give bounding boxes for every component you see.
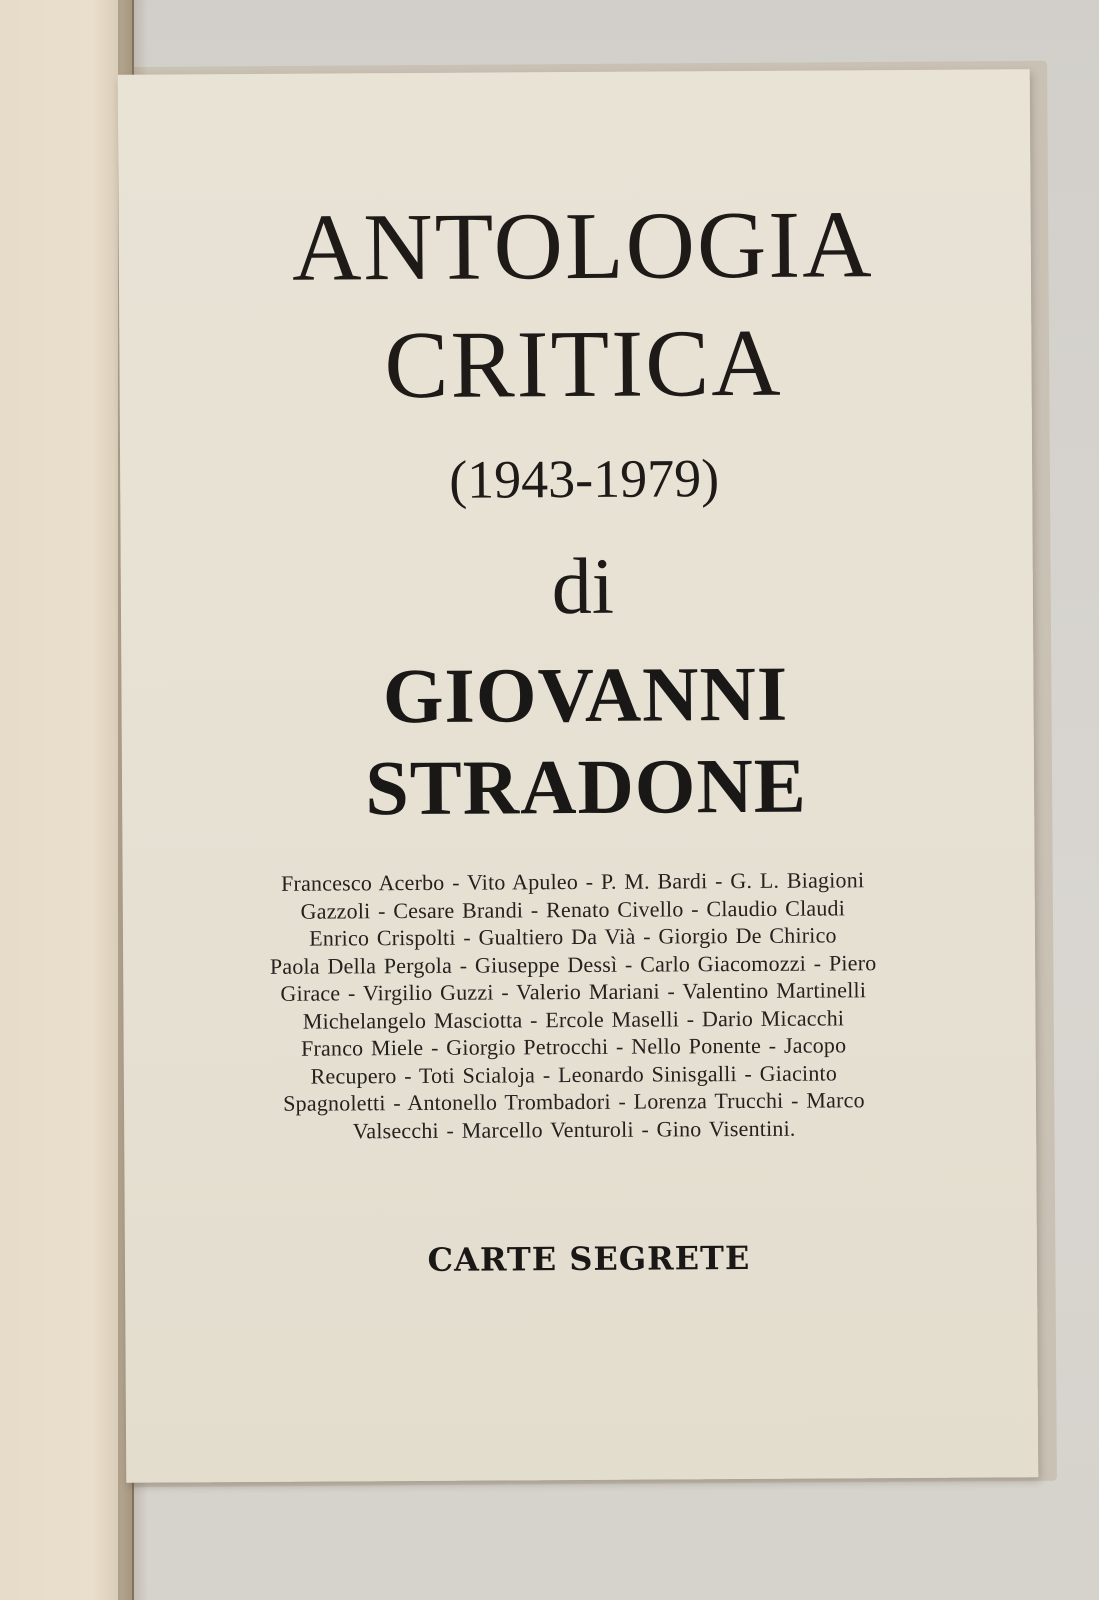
contributors-line: Enrico Crispolti - Gualtiero Da Vià - Giorgio De Chirico — [309, 922, 837, 951]
title-line-1: ANTOLOGIA — [291, 190, 874, 301]
contributors-line: Valsecchi - Marcello Venturoli - Gino Visentini. — [352, 1115, 796, 1143]
title-years: (1943-1979) — [449, 448, 720, 510]
contributors-line: Francesco Acerbo - Vito Apuleo - P. M. Bardi - G. L. Biagioni — [280, 867, 865, 896]
contributors-line: Girace - Virgilio Guzzi - Valerio Mariani - Valentino Martinelli — [280, 977, 867, 1006]
contributors-line: Franco Miele - Giorgio Petrocchi - Nello Ponente - Jacopo — [300, 1032, 847, 1061]
contributors-line: Gazzoli - Cesare Brandi - Renato Civello - Claudio Claudi — [300, 894, 846, 924]
contributors-line: Recupero - Toti Scialoja - Leonardo Sinisgalli - Giacinto — [310, 1059, 838, 1089]
publisher-name: CARTE SEGRETE — [427, 1238, 751, 1279]
contributors-line: Spagnoletti - Antonello Trombadori - Lorenza Trucchi - Marco — [283, 1087, 865, 1116]
author-last-name: STRADONE — [365, 741, 808, 832]
contributors-list — [233, 866, 915, 1145]
contributors-line: Michelangelo Masciotta - Ercole Maselli - Dario Micacchi — [302, 1004, 845, 1034]
author-first-name: GIOVANNI — [382, 649, 789, 740]
title-by: di — [551, 542, 615, 632]
title-page — [118, 69, 1039, 1483]
contributors-line: Paola Della Pergola - Giuseppe Dessì - Carlo Giacomozzi - Piero — [269, 949, 877, 979]
left-page — [0, 0, 134, 1600]
title-line-2: CRITICA — [384, 308, 783, 419]
